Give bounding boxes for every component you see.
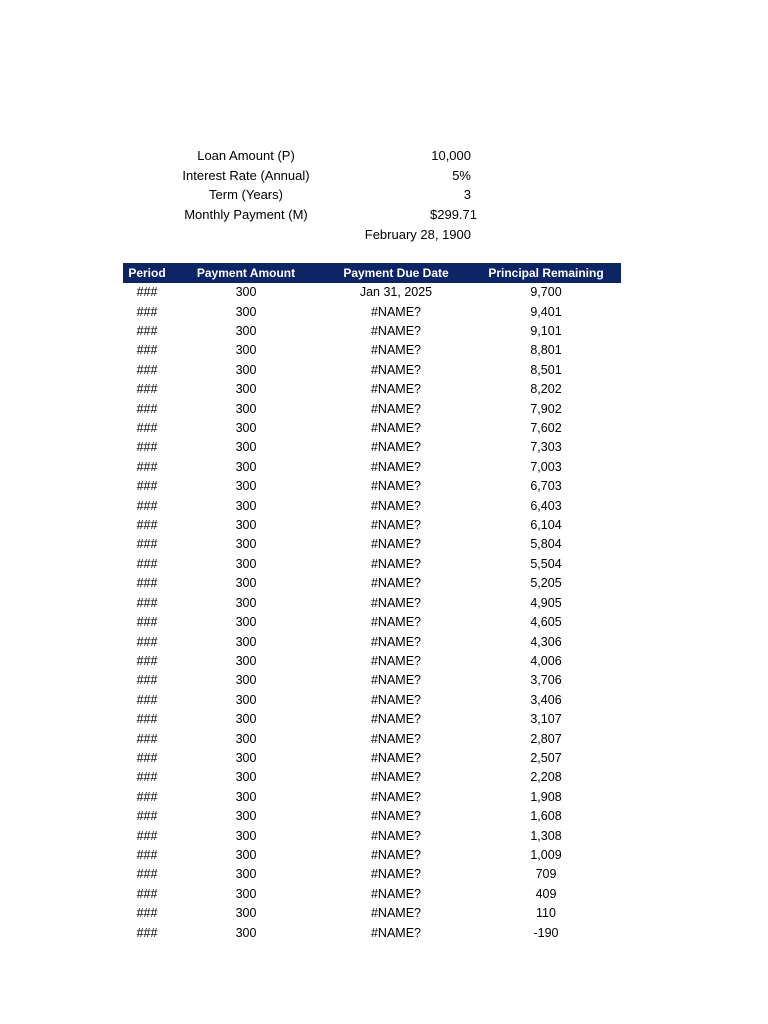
payment-due-date-cell: #NAME?: [370, 518, 422, 533]
amortization-table: [123, 263, 621, 943]
principal-remaining-cell: 110: [536, 906, 556, 921]
payment-amount-cell: 300: [235, 712, 257, 727]
principal-remaining-cell: 4,905: [530, 595, 562, 610]
principal-remaining-cell: 409: [535, 886, 557, 901]
principal-remaining-cell: 8,801: [530, 343, 562, 358]
payment-amount-cell: 300: [235, 421, 257, 436]
principal-remaining-cell: 7,902: [530, 401, 562, 416]
payment-due-date-cell: #NAME?: [370, 537, 422, 552]
period-cell: ###: [136, 809, 158, 824]
payment-due-date-cell: #NAME?: [370, 925, 422, 940]
monthly-payment-value: $299.71: [430, 206, 477, 222]
header-payment-due-date: Payment Due Date: [321, 263, 471, 283]
payment-amount-cell: 300: [235, 828, 257, 843]
table-row: [123, 458, 621, 477]
principal-remaining-cell: 8,202: [530, 382, 562, 397]
payment-amount-cell: 300: [235, 304, 257, 319]
principal-remaining-cell: 6,403: [530, 498, 562, 513]
table-row: [123, 477, 621, 496]
principal-remaining-cell: 6,703: [530, 479, 562, 494]
payment-due-date-cell: #NAME?: [370, 789, 422, 804]
loan-amount-label: Loan Amount (P): [197, 148, 295, 163]
table-row: [123, 729, 621, 748]
payment-due-date-cell: #NAME?: [370, 401, 422, 416]
payment-due-date-cell: #NAME?: [370, 556, 422, 571]
payment-amount-cell: 300: [235, 556, 257, 571]
period-cell: ###: [136, 382, 158, 397]
table-row: [123, 826, 621, 845]
period-cell: ###: [136, 459, 158, 474]
payment-due-date-cell: #NAME?: [370, 673, 422, 688]
table-row: [123, 632, 621, 651]
table-row: [123, 807, 621, 826]
table-body: [123, 283, 621, 943]
payment-due-date-cell: #NAME?: [370, 653, 422, 668]
period-cell: ###: [136, 576, 158, 591]
payment-due-date-cell: #NAME?: [370, 615, 422, 630]
period-cell: ###: [136, 324, 158, 339]
table-row: [123, 322, 621, 341]
header-payment-amount: Payment Amount: [171, 263, 321, 283]
interest-rate-label: Interest Rate (Annual): [182, 167, 310, 183]
table-row: [123, 302, 621, 321]
period-cell: ###: [136, 847, 158, 862]
table-row: [123, 652, 621, 671]
payment-amount-cell: 300: [235, 789, 257, 804]
term-value: 3: [463, 187, 471, 202]
payment-due-date-cell: #NAME?: [370, 809, 422, 824]
payment-due-date-cell: #NAME?: [370, 343, 422, 358]
period-cell: ###: [136, 518, 158, 533]
period-cell: ###: [136, 692, 158, 707]
period-cell: ###: [136, 421, 158, 436]
payment-amount-cell: 300: [235, 595, 257, 610]
monthly-payment-label: Monthly Payment (M): [184, 206, 308, 222]
period-cell: ###: [136, 731, 158, 746]
payment-due-date-cell: #NAME?: [370, 867, 422, 882]
payment-due-date-cell: Jan 31, 2025: [359, 285, 433, 300]
payment-amount-cell: 300: [235, 324, 257, 339]
period-cell: ###: [136, 362, 158, 377]
table-row: [123, 361, 621, 380]
payment-amount-cell: 300: [235, 343, 257, 358]
principal-remaining-cell: 1,009: [530, 847, 562, 862]
principal-remaining-cell: 1,608: [530, 809, 562, 824]
principal-remaining-cell: 2,507: [530, 750, 562, 765]
table-row: [123, 283, 621, 302]
payment-amount-cell: 300: [235, 906, 257, 921]
payment-due-date-cell: #NAME?: [370, 324, 422, 339]
payment-amount-cell: 300: [235, 653, 257, 668]
payment-due-date-cell: #NAME?: [370, 440, 422, 455]
principal-remaining-cell: 8,501: [530, 362, 562, 377]
payment-amount-cell: 300: [235, 459, 257, 474]
table-row: [123, 846, 621, 865]
table-row: [123, 904, 621, 923]
payment-due-date-cell: #NAME?: [370, 886, 422, 901]
principal-remaining-cell: 5,205: [530, 576, 562, 591]
period-cell: ###: [136, 343, 158, 358]
table-row: [123, 613, 621, 632]
table-row: [123, 749, 621, 768]
payment-amount-cell: 300: [235, 731, 257, 746]
payment-amount-cell: 300: [235, 673, 257, 688]
period-cell: ###: [136, 401, 158, 416]
table-row: [123, 923, 621, 942]
table-header-row: [123, 263, 621, 283]
payment-amount-cell: 300: [235, 576, 257, 591]
payment-due-date-cell: #NAME?: [370, 576, 422, 591]
payment-amount-cell: 300: [235, 537, 257, 552]
header-period: Period: [123, 263, 171, 283]
summary-row-monthly-payment: [150, 205, 480, 225]
payment-amount-cell: 300: [235, 809, 257, 824]
period-cell: ###: [136, 537, 158, 552]
payment-due-date-cell: #NAME?: [370, 906, 422, 921]
period-cell: ###: [136, 673, 158, 688]
payment-due-date-cell: #NAME?: [370, 692, 422, 707]
term-label: Term (Years): [209, 187, 283, 202]
period-cell: ###: [136, 304, 158, 319]
payment-due-date-cell: #NAME?: [370, 498, 422, 513]
principal-remaining-cell: 7,602: [530, 421, 562, 436]
table-row: [123, 555, 621, 574]
payment-amount-cell: 300: [235, 401, 257, 416]
payment-due-date-cell: #NAME?: [370, 362, 422, 377]
payment-due-date-cell: #NAME?: [370, 828, 422, 843]
period-cell: ###: [136, 634, 158, 649]
principal-remaining-cell: 4,306: [530, 634, 562, 649]
payment-amount-cell: 300: [235, 634, 257, 649]
principal-remaining-cell: 9,401: [530, 304, 562, 319]
table-row: [123, 419, 621, 438]
payment-amount-cell: 300: [235, 750, 257, 765]
summary-row-interest-rate: [150, 166, 480, 186]
principal-remaining-cell: 2,208: [530, 770, 562, 785]
table-row: [123, 788, 621, 807]
table-row: [123, 574, 621, 593]
principal-remaining-cell: 9,700: [530, 285, 562, 300]
payment-amount-cell: 300: [235, 615, 257, 630]
period-cell: ###: [136, 595, 158, 610]
payment-due-date-cell: #NAME?: [370, 382, 422, 397]
table-row: [123, 691, 621, 710]
principal-remaining-cell: 2,807: [530, 731, 562, 746]
payment-amount-cell: 300: [235, 925, 257, 940]
header-principal-remaining: Principal Remaining: [471, 263, 621, 283]
table-row: [123, 516, 621, 535]
table-row: [123, 885, 621, 904]
loan-amount-value: 10,000: [431, 148, 471, 163]
payment-due-date-cell: #NAME?: [370, 304, 422, 319]
period-cell: ###: [136, 479, 158, 494]
period-cell: ###: [136, 828, 158, 843]
principal-remaining-cell: 7,303: [530, 440, 562, 455]
period-cell: ###: [136, 789, 158, 804]
payment-amount-cell: 300: [235, 847, 257, 862]
period-cell: ###: [136, 770, 158, 785]
period-cell: ###: [136, 653, 158, 668]
payment-amount-cell: 300: [235, 886, 257, 901]
payment-due-date-cell: #NAME?: [370, 712, 422, 727]
payment-amount-cell: 300: [235, 692, 257, 707]
period-cell: ###: [136, 440, 158, 455]
period-cell: ###: [136, 498, 158, 513]
table-row: [123, 341, 621, 360]
principal-remaining-cell: 3,406: [530, 692, 562, 707]
principal-remaining-cell: 709: [535, 867, 557, 882]
payment-amount-cell: 300: [235, 382, 257, 397]
period-cell: ###: [136, 615, 158, 630]
principal-remaining-cell: 4,006: [530, 653, 562, 668]
payment-due-date-cell: #NAME?: [370, 421, 422, 436]
principal-remaining-cell: 1,908: [530, 789, 562, 804]
period-cell: ###: [136, 750, 158, 765]
table-row: [123, 399, 621, 418]
period-cell: ###: [136, 886, 158, 901]
payment-due-date-cell: #NAME?: [370, 459, 422, 474]
payment-due-date-cell: #NAME?: [370, 750, 422, 765]
period-cell: ###: [136, 556, 158, 571]
payment-due-date-cell: #NAME?: [370, 479, 422, 494]
period-cell: ###: [136, 925, 158, 940]
payment-amount-cell: 300: [235, 479, 257, 494]
period-cell: ###: [136, 906, 158, 921]
table-row: [123, 768, 621, 787]
payment-amount-cell: 300: [235, 770, 257, 785]
principal-remaining-cell: 5,804: [530, 537, 562, 552]
interest-rate-value: 5%: [452, 167, 471, 183]
principal-remaining-cell: 9,101: [530, 324, 562, 339]
payment-amount-cell: 300: [235, 362, 257, 377]
table-row: [123, 380, 621, 399]
principal-remaining-cell: -190: [533, 925, 559, 940]
table-row: [123, 671, 621, 690]
period-cell: ###: [136, 867, 158, 882]
table-row: [123, 594, 621, 613]
loan-summary: [150, 146, 480, 224]
payment-amount-cell: 300: [235, 867, 257, 882]
payment-due-date-cell: #NAME?: [370, 731, 422, 746]
payment-due-date-cell: #NAME?: [370, 770, 422, 785]
principal-remaining-cell: 7,003: [530, 459, 562, 474]
table-row: [123, 438, 621, 457]
table-row: [123, 535, 621, 554]
payment-due-date-cell: #NAME?: [370, 595, 422, 610]
period-cell: ###: [136, 712, 158, 727]
principal-remaining-cell: 3,706: [530, 673, 562, 688]
payment-amount-cell: 300: [235, 518, 257, 533]
payment-amount-cell: 300: [235, 498, 257, 513]
table-row: [123, 865, 621, 884]
payment-due-date-cell: #NAME?: [370, 847, 422, 862]
payment-amount-cell: 300: [235, 285, 257, 300]
principal-remaining-cell: 5,504: [530, 556, 562, 571]
period-cell: ###: [136, 285, 158, 300]
table-row: [123, 710, 621, 729]
principal-remaining-cell: 3,107: [530, 712, 562, 727]
principal-remaining-cell: 1,308: [530, 828, 562, 843]
summary-row-term: [150, 185, 480, 205]
summary-date-value: February 28, 1900: [364, 227, 471, 242]
table-row: [123, 496, 621, 515]
payment-due-date-cell: #NAME?: [370, 634, 422, 649]
summary-row-loan-amount: [150, 146, 480, 166]
principal-remaining-cell: 4,605: [530, 615, 562, 630]
principal-remaining-cell: 6,104: [530, 518, 562, 533]
payment-amount-cell: 300: [235, 440, 257, 455]
